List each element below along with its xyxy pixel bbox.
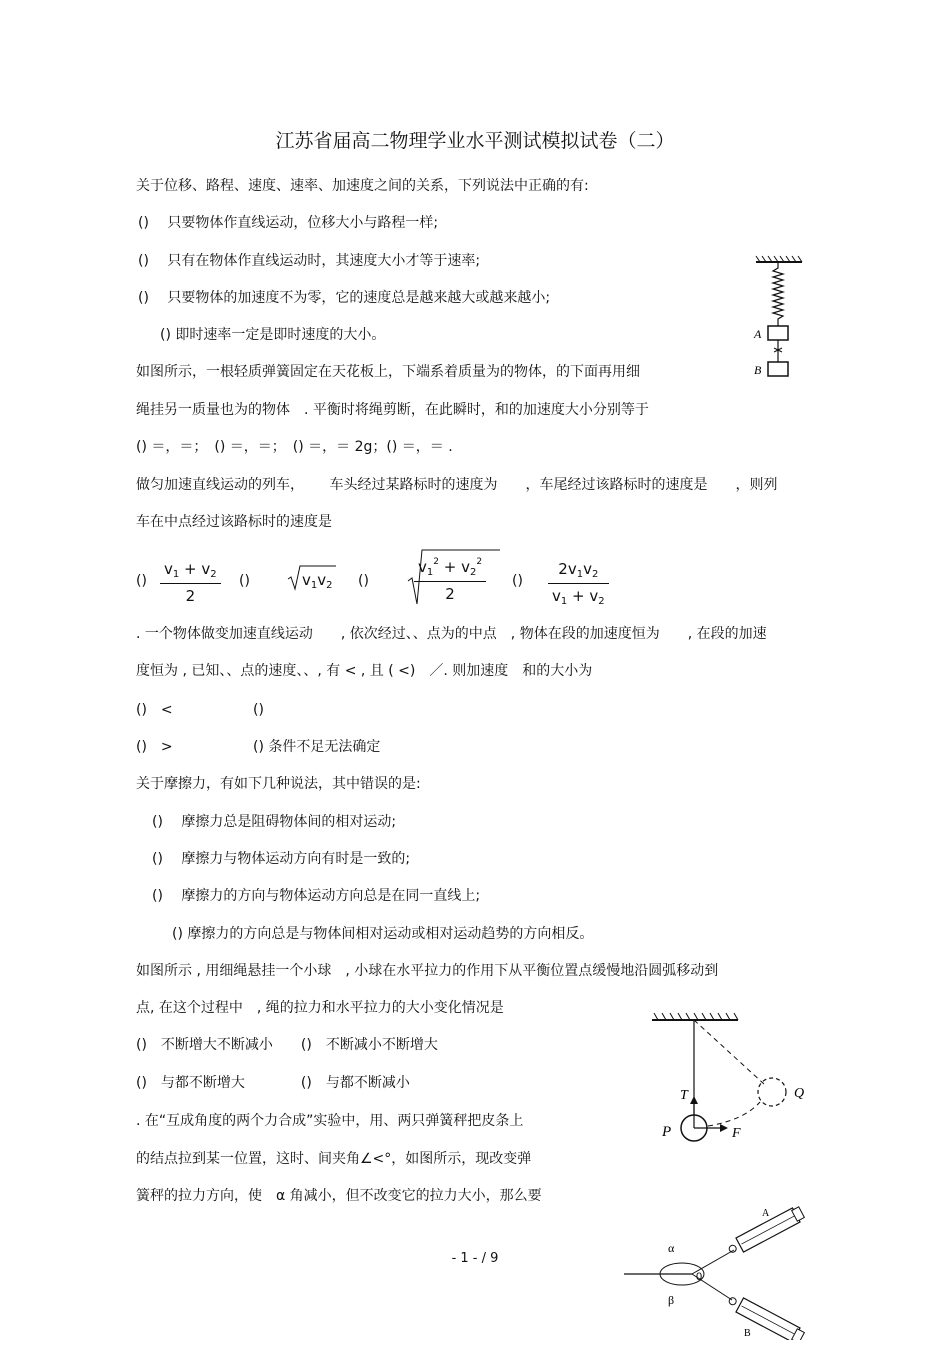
q4-option-a: () < — [136, 702, 173, 718]
page-title: 江苏省届高二物理学业水平测试模拟试卷（二） — [275, 130, 675, 152]
q4-option-c: () > — [136, 739, 173, 755]
q6-options-row-2: () 与都不断增大 () 与都不断减小 — [136, 1075, 410, 1091]
q1-option-d: () 即时速率一定是即时速度的大小。 — [160, 327, 386, 343]
q2-options: () ＝，＝； () ＝，＝； () ＝，＝ 2g；() ＝，＝ . — [136, 439, 453, 455]
label-t: T — [680, 1088, 688, 1103]
label-beta: β — [668, 1293, 675, 1307]
q1-stem: 关于位移、路程、速度、速率、加速度之间的关系，下列说法中正确的有: — [136, 178, 589, 194]
q7-line-1: . 在“互成角度的两个力合成”实验中，用、两只弹簧秤把皮条上 — [136, 1113, 524, 1129]
q3-option-a: () — [136, 573, 147, 589]
q6-options-row-1: () 不断增大不断减小 () 不断减小不断增大 — [136, 1037, 438, 1053]
label-a: A — [762, 1208, 770, 1219]
q1-option-a: () 只要物体作直线运动，位移大小与路程一样; — [138, 215, 439, 231]
q2-line-1: 如图所示，一根轻质弹簧固定在天花板上，下端系着质量为的物体，的下面再用细 — [136, 364, 640, 380]
q1-option-c: () 只要物体的加速度不为零，它的速度总是越来越大或越来越小; — [138, 290, 551, 306]
pendulum-figure — [644, 1008, 814, 1158]
label-alpha: α — [668, 1241, 675, 1255]
q6-line-1: 如图所示 , 用细绳悬挂一个小球 , 小球在水平拉力的作用下从平衡位置点缓慢地沿圆弧移动到 — [136, 963, 719, 979]
string-dashed — [694, 1020, 764, 1084]
q3-option-b: () — [239, 573, 250, 589]
q4-line-1: . 一个物体做变加速直线运动 , 依次经过、、点为的中点 , 物体在段的加速度恒为 , 在段的加速 — [136, 626, 767, 642]
q1-option-b: () 只有在物体作直线运动时，其速度大小才等于速率; — [138, 253, 481, 269]
spring-coil — [773, 262, 783, 326]
label-p: P — [662, 1124, 672, 1140]
label-f: F — [732, 1126, 741, 1141]
formula-b: $v_1v_2$ — [302, 571, 333, 591]
q5-stem: 关于摩擦力，有如下几种说法，其中错误的是: — [136, 776, 421, 792]
q5-option-a: () 摩擦力总是阻碍物体间的相对运动; — [152, 814, 397, 830]
q5-option-d: () 摩擦力的方向总是与物体间相对运动或相对运动趋势的方向相反。 — [172, 926, 594, 942]
q6-line-2: 点, 在这个过程中 , 绳的拉力和水平拉力的大小变化情况是 — [136, 1000, 504, 1016]
label-b: B — [744, 1328, 751, 1339]
formula-a: $\frac{v_1 + v_2}{2}$ — [160, 560, 221, 605]
q5-option-c: () 摩擦力的方向与物体运动方向总是在同一直线上; — [152, 888, 481, 904]
q3-line-2: 车在中点经过该路标时的速度是 — [136, 514, 332, 530]
spring-scale-b — [726, 1293, 805, 1340]
formula-d: $\frac{2v_1v_2}{v_1 + v_2}$ — [548, 560, 609, 607]
q3-option-d: () — [512, 573, 523, 589]
spring-scale-figure — [620, 1200, 820, 1340]
label-o: 0 — [696, 1271, 703, 1283]
q4-line-2: 度恒为 , 已知、、点的速度、、, 有 < , 且 ( <) ／. 则加速度 和的大小为 — [136, 663, 593, 679]
q7-line-3: 簧秤的拉力方向，使 α 角减小，但不改变它的拉力大小，那么要 — [136, 1188, 542, 1204]
block-b — [768, 362, 788, 376]
formula-c: $\frac{v_1^2 + v_2^2}{2}$ — [414, 557, 486, 603]
page-number: - 1 - / 9 — [451, 1251, 499, 1266]
q4-option-d: () 条件不足无法确定 — [253, 739, 381, 755]
label-q: Q — [794, 1086, 805, 1101]
block-a — [768, 326, 788, 340]
q7-line-2: 的结点拉到某一位置，这时、间夹角∠<°，如图所示，现改变弹 — [136, 1151, 532, 1167]
arc-path — [708, 1102, 760, 1126]
q5-option-b: () 摩擦力与物体运动方向有时是一致的; — [152, 851, 411, 867]
q2-line-2: 绳挂另一质量也为的物体 . 平衡时将绳剪断，在此瞬时，和的加速度大小分别等于 — [136, 402, 649, 418]
spring-figure — [748, 254, 808, 384]
q3-option-c: () — [358, 573, 369, 589]
label-b: B — [754, 363, 762, 377]
label-a: A — [754, 327, 762, 341]
q3-line-1: 做匀加速直线运动的列车， 车头经过某路标时的速度为 ，车尾经过该路标时的速度是 ，则列 — [136, 477, 778, 493]
q4-option-b: () — [253, 702, 264, 718]
